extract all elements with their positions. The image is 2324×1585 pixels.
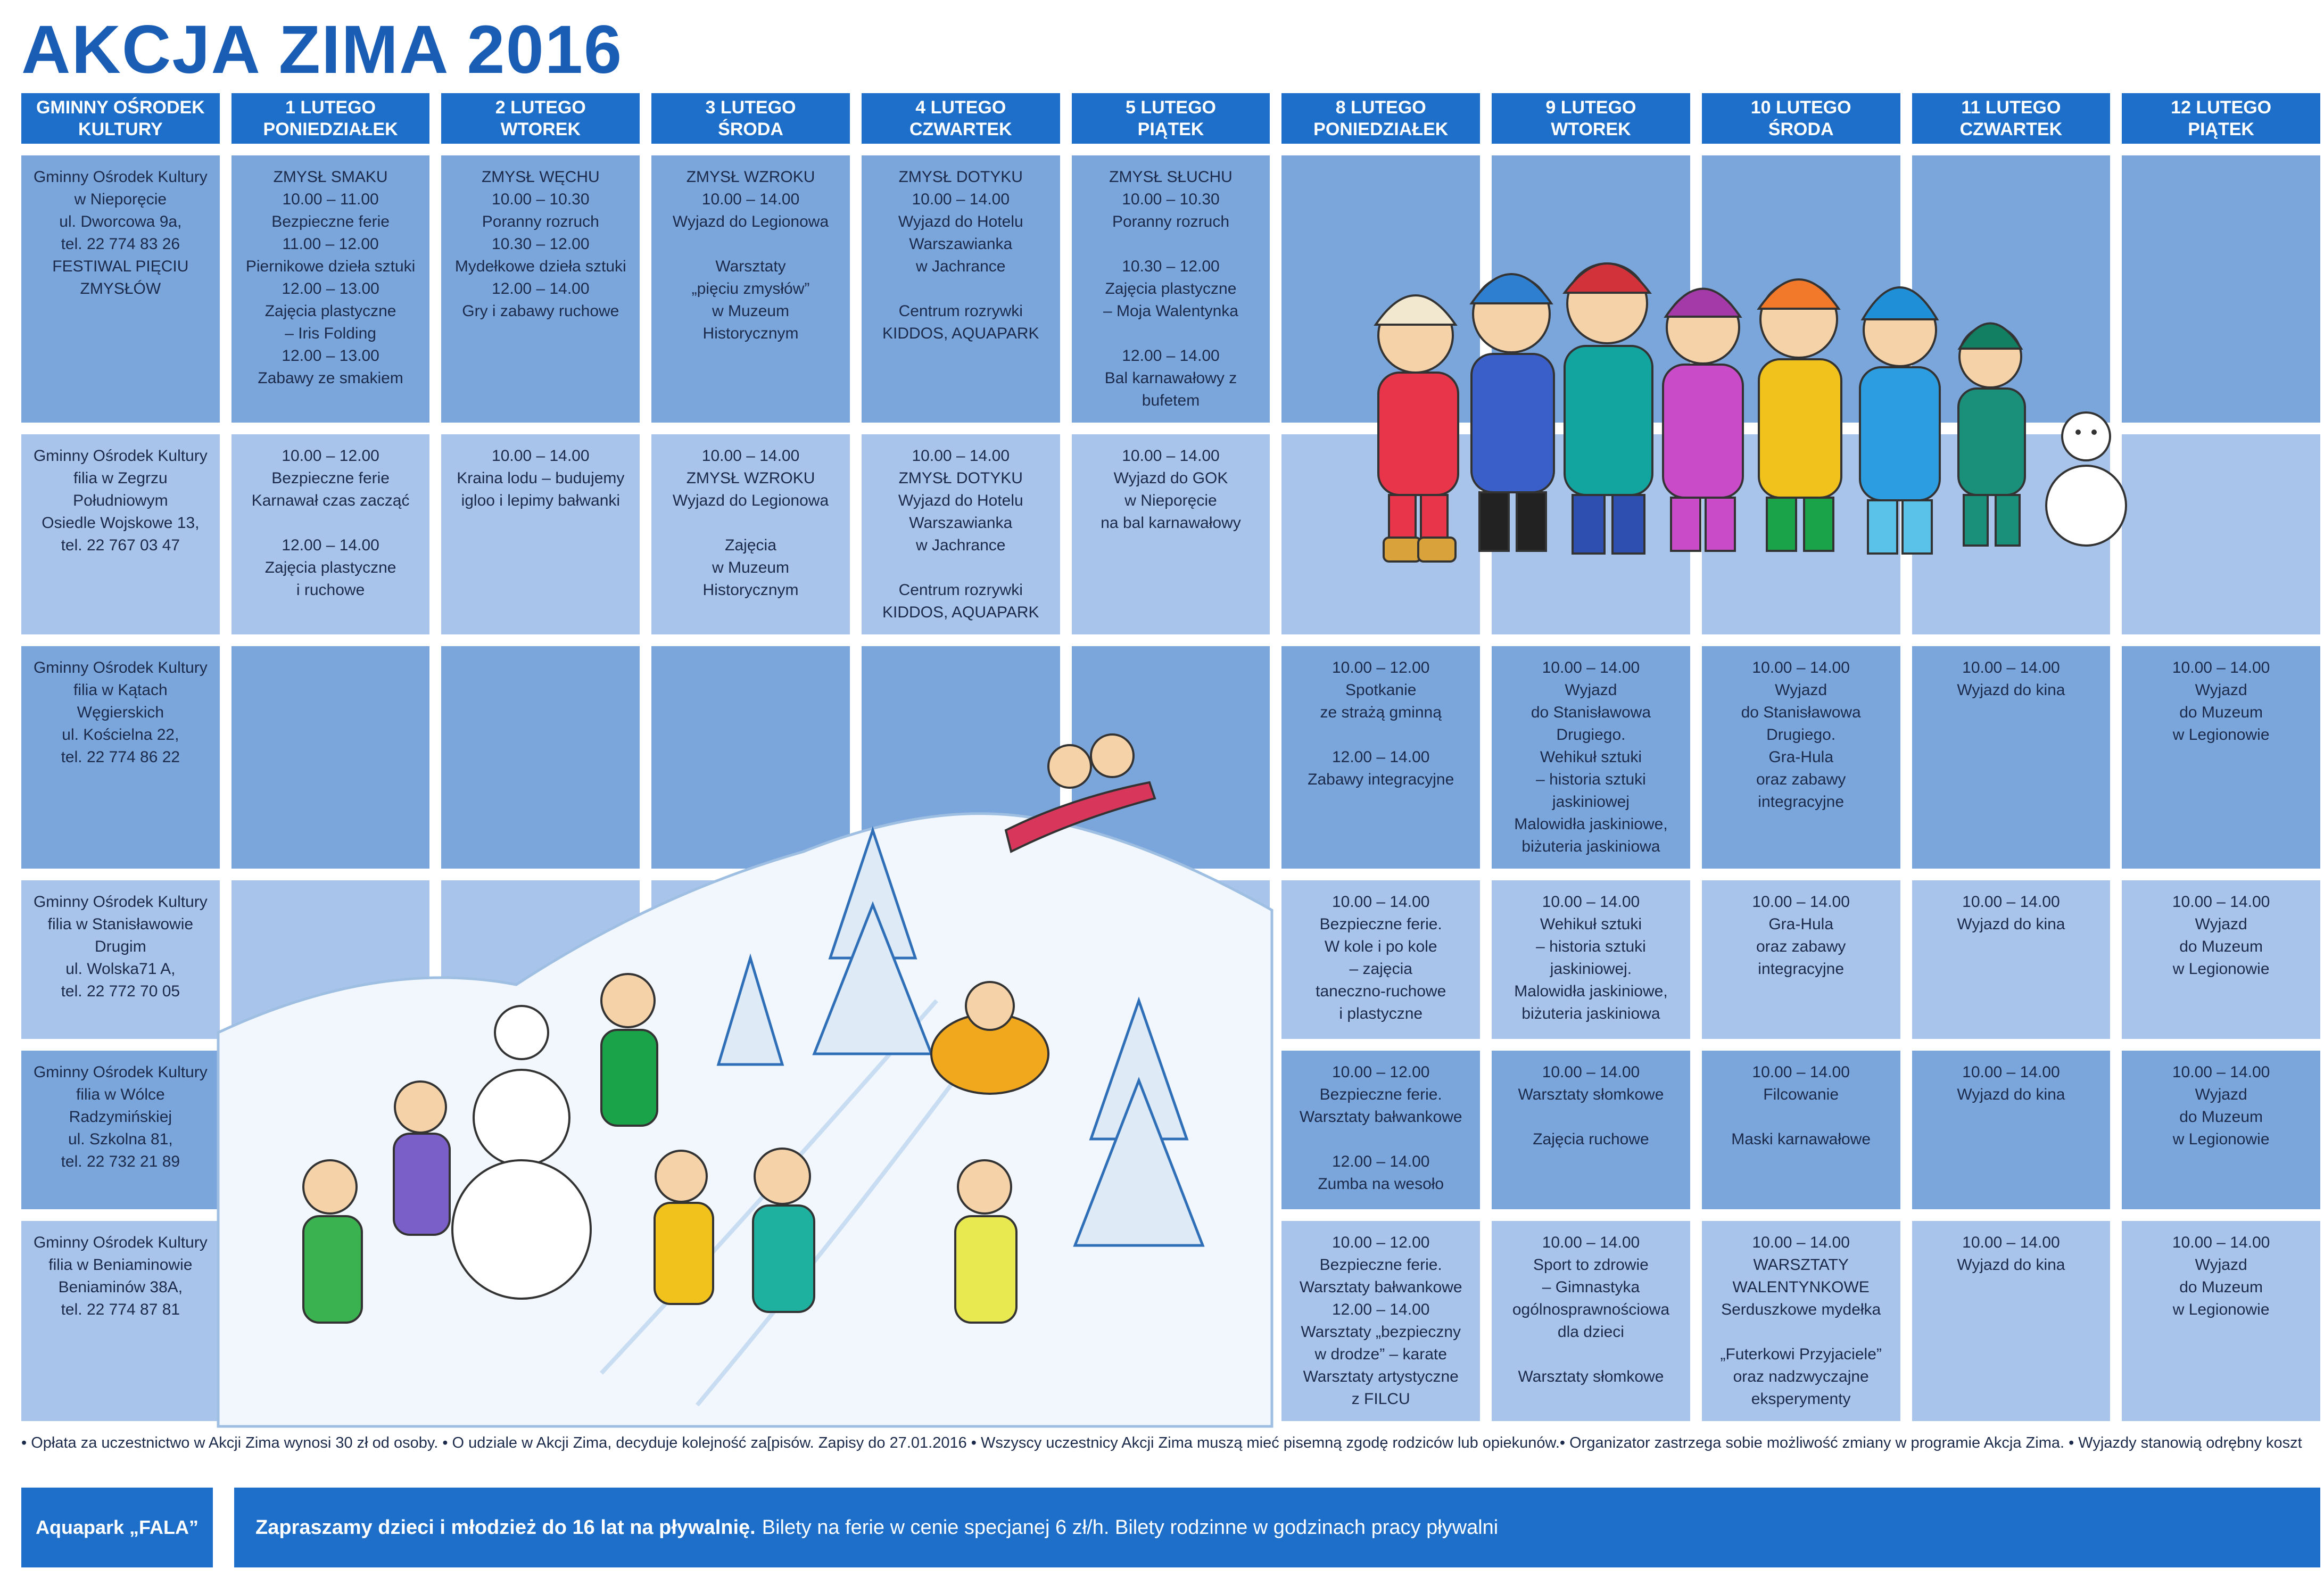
page-title: AKCJA ZIMA 2016 bbox=[21, 12, 623, 88]
schedule-cell bbox=[2122, 434, 2320, 634]
schedule-cell: 10.00 – 14.00 Wyjazd do GOK w Nieporęcie na bal karnawałowy bbox=[1072, 434, 1270, 634]
center-cell: Gminny Ośrodek Kultury filia w Stanisławowie Drugim ul. Wolska71 A, tel. 22 772 70 05 bbox=[21, 880, 220, 1039]
schedule-cell: 10.00 – 12.00 Bezpieczne ferie. Warsztaty bałwankowe 12.00 – 14.00 Zumba na wesoło bbox=[1281, 1051, 1480, 1209]
schedule-cell: 10.00 – 14.00 Bezpieczne ferie. W kole i po kole – zajęcia taneczno-ruchowe i plastyczne bbox=[1281, 880, 1480, 1039]
header-line2: PIĄTEK bbox=[2188, 119, 2254, 139]
schedule-cell: ZMYSŁ WZROKU 10.00 – 14.00 Wyjazd do Legionowa Warsztaty „pięciu zmysłów” w Muzeum Historycznym bbox=[651, 155, 850, 423]
header-line2: WTOREK bbox=[500, 119, 581, 139]
schedule-cell: 10.00 – 14.00 Sport to zdrowie – Gimnastyka ogólnosprawnościowa dla dzieci Warsztaty słomkowe bbox=[1492, 1221, 1690, 1421]
schedule-cell bbox=[1492, 434, 1690, 634]
schedule-cell: ZMYSŁ SMAKU 10.00 – 11.00 Bezpieczne ferie 11.00 – 12.00 Piernikowe dzieła sztuki 12.00 – 13.00 Zajęcia plastyczne – Iris Folding 12.00 – 13.00 Zabawy ze smakiem bbox=[231, 155, 430, 423]
schedule-cell: 10.00 – 14.00 ZMYSŁ WZROKU Wyjazd do Legionowa Zajęcia w Muzeum Historycznym bbox=[651, 434, 850, 634]
schedule-cell bbox=[1492, 155, 1690, 423]
footer-aquapark-info bbox=[234, 1488, 2320, 1567]
schedule-cell bbox=[231, 646, 430, 869]
footer-aquapark-label: Aquapark „FALA” bbox=[21, 1488, 213, 1567]
header-line2: PIĄTEK bbox=[1137, 119, 1204, 139]
schedule-cell bbox=[441, 646, 640, 869]
header-line1: 3 LUTEGO bbox=[705, 97, 796, 118]
schedule-cell bbox=[1072, 1221, 1270, 1421]
header-line1: GMINNY OŚRODEK bbox=[36, 97, 205, 118]
schedule-cell bbox=[1072, 880, 1270, 1039]
notes-text: • Opłata za uczestnictwo w Akcji Zima wynosi 30 zł od osoby. • O udziale w Akcji Zima, decyduje kolejność za[pisów. Zapisy do 27.01.2016 • Wszyscy uczestnicy Akcji Zima muszą mieć pisemną zgodę rodziców lub opiekunów.• Organizator zastrzega sobie możliwość zmiany w programie Akcja Zima. • Wyjazdy stanowią odrębny koszt bbox=[21, 1434, 2302, 1451]
center-cell: Gminny Ośrodek Kultury w Nieporęcie ul. Dworcowa 9a, tel. 22 774 83 26 FESTIWAL PIĘCIU ZMYSŁÓW bbox=[21, 155, 220, 423]
footer-info-bold: Zapraszamy dzieci i młodzież do 16 lat na pływalnię. bbox=[255, 1516, 756, 1539]
schedule-cell: 10.00 – 14.00 Wyjazd do kina bbox=[1912, 646, 2111, 869]
header-day bbox=[1072, 93, 1270, 144]
schedule-cell: 10.00 – 14.00 ZMYSŁ DOTYKU Wyjazd do Hotelu Warszawianka w Jachrance Centrum rozrywki KIDDOS, AQUAPARK bbox=[862, 434, 1060, 634]
schedule-cell bbox=[1912, 434, 2111, 634]
schedule-cell: 10.00 – 14.00 Wyjazd do Stanisławowa Drugiego. Wehikuł sztuki – historia sztuki jaskiniowej Malowidła jaskiniowe, biżuteria jaskiniowa bbox=[1492, 646, 1690, 869]
header-line1: 5 LUTEGO bbox=[1125, 97, 1216, 118]
header-day bbox=[231, 93, 430, 144]
schedule-cell: 10.00 – 12.00 Bezpieczne ferie Karnawał czas zacząć 12.00 – 14.00 Zajęcia plastyczne i ruchowe bbox=[231, 434, 430, 634]
header-line2: ŚRODA bbox=[718, 119, 783, 139]
schedule-cell bbox=[2122, 155, 2320, 423]
schedule-cell: 10.00 – 14.00 Wyjazd do Muzeum w Legionowie bbox=[2122, 1221, 2320, 1421]
center-cell: Gminny Ośrodek Kultury filia w Zegrzu Południowym Osiedle Wojskowe 13, tel. 22 767 03 47 bbox=[21, 434, 220, 634]
schedule-cell: ZMYSŁ DOTYKU 10.00 – 14.00 Wyjazd do Hotelu Warszawianka w Jachrance Centrum rozrywki KIDDOS, AQUAPARK bbox=[862, 155, 1060, 423]
header-day bbox=[862, 93, 1060, 144]
schedule-cell bbox=[1281, 155, 1480, 423]
header-line1: 10 LUTEGO bbox=[1750, 97, 1851, 118]
schedule-cell: 10.00 – 14.00 Gra-Hula oraz zabawy integracyjne bbox=[1702, 880, 1900, 1039]
schedule-cell bbox=[651, 880, 850, 1039]
header-line1: 1 LUTEGO bbox=[285, 97, 376, 118]
header-line2: WTOREK bbox=[1551, 119, 1631, 139]
schedule-cell bbox=[1912, 155, 2111, 423]
header-line1: 8 LUTEGO bbox=[1335, 97, 1426, 118]
schedule-cell bbox=[651, 1051, 850, 1209]
header-day bbox=[441, 93, 640, 144]
schedule-cell bbox=[231, 1051, 430, 1209]
header-day bbox=[1702, 93, 1900, 144]
schedule-cell bbox=[231, 1221, 430, 1421]
header-center bbox=[21, 93, 220, 144]
schedule-cell: 10.00 – 14.00 Wyjazd do Stanisławowa Drugiego. Gra-Hula oraz zabawy integracyjne bbox=[1702, 646, 1900, 869]
header-line2: KULTURY bbox=[78, 119, 163, 139]
schedule-cell bbox=[441, 1051, 640, 1209]
schedule-cell: 10.00 – 14.00 Wyjazd do Muzeum w Legionowie bbox=[2122, 646, 2320, 869]
schedule-cell: 10.00 – 14.00 Filcowanie Maski karnawałowe bbox=[1702, 1051, 1900, 1209]
schedule-cell bbox=[1702, 434, 1900, 634]
schedule-cell: 10.00 – 14.00 Kraina lodu – budujemy igloo i lepimy bałwanki bbox=[441, 434, 640, 634]
schedule-cell bbox=[651, 646, 850, 869]
schedule-cell: 10.00 – 12.00 Spotkanie ze strażą gminną 12.00 – 14.00 Zabawy integracyjne bbox=[1281, 646, 1480, 869]
schedule-cell: 10.00 – 14.00 Wyjazd do kina bbox=[1912, 1221, 2111, 1421]
schedule-cell: 10.00 – 12.00 Bezpieczne ferie. Warsztaty bałwankowe 12.00 – 14.00 Warsztaty „bezpieczny w drodze” – karate Warsztaty artystyczne z FILCU bbox=[1281, 1221, 1480, 1421]
header-day bbox=[1492, 93, 1690, 144]
header-line2: ŚRODA bbox=[1768, 119, 1834, 139]
header-day bbox=[2122, 93, 2320, 144]
schedule-table bbox=[21, 93, 2320, 1421]
schedule-cell: ZMYSŁ WĘCHU 10.00 – 10.30 Poranny rozruch 10.30 – 12.00 Mydełkowe dzieła sztuki 12.00 – 14.00 Gry i zabawy ruchowe bbox=[441, 155, 640, 423]
schedule-cell: 10.00 – 14.00 Wyjazd do Muzeum w Legionowie bbox=[2122, 1051, 2320, 1209]
schedule-cell bbox=[441, 1221, 640, 1421]
schedule-cell bbox=[862, 1051, 1060, 1209]
footer-info-rest: Bilety na ferie w cenie specjanej 6 zł/h. Bilety rodzinne w godzinach pracy pływalni bbox=[762, 1516, 1499, 1539]
schedule-cell bbox=[1072, 1051, 1270, 1209]
header-line1: 9 LUTEGO bbox=[1545, 97, 1636, 118]
header-line2: PONIEDZIAŁEK bbox=[263, 119, 398, 139]
header-line2: CZWARTEK bbox=[1959, 119, 2063, 139]
schedule-cell bbox=[862, 1221, 1060, 1421]
schedule-cell bbox=[1072, 646, 1270, 869]
schedule-cell bbox=[1281, 434, 1480, 634]
header-day bbox=[1912, 93, 2111, 144]
schedule-cell: 10.00 – 14.00 Wehikuł sztuki – historia sztuki jaskiniowej. Malowidła jaskiniowe, biżuteria jaskiniowa bbox=[1492, 880, 1690, 1039]
schedule-cell bbox=[441, 880, 640, 1039]
schedule-cell: ZMYSŁ SŁUCHU 10.00 – 10.30 Poranny rozruch 10.30 – 12.00 Zajęcia plastyczne – Moja Walentynka 12.00 – 14.00 Bal karnawałowy z bufetem bbox=[1072, 155, 1270, 423]
header-line2: CZWARTEK bbox=[909, 119, 1012, 139]
header-line2: PONIEDZIAŁEK bbox=[1313, 119, 1449, 139]
schedule-cell bbox=[651, 1221, 850, 1421]
header-day bbox=[651, 93, 850, 144]
header-line1: 2 LUTEGO bbox=[495, 97, 586, 118]
header-day bbox=[1281, 93, 1480, 144]
schedule-cell bbox=[862, 646, 1060, 869]
header-line1: 12 LUTEGO bbox=[2171, 97, 2272, 118]
schedule-cell: 10.00 – 14.00 Wyjazd do Muzeum w Legionowie bbox=[2122, 880, 2320, 1039]
schedule-cell bbox=[1702, 155, 1900, 423]
schedule-cell: 10.00 – 14.00 Warsztaty słomkowe Zajęcia ruchowe bbox=[1492, 1051, 1690, 1209]
schedule-cell: 10.00 – 14.00 Wyjazd do kina bbox=[1912, 880, 2111, 1039]
header-line1: 11 LUTEGO bbox=[1961, 97, 2061, 118]
schedule-cell: 10.00 – 14.00 WARSZTATY WALENTYNKOWE Serduszkowe mydełka „Futerkowi Przyjaciele” oraz nadzwyczajne eksperymenty bbox=[1702, 1221, 1900, 1421]
header-line1: 4 LUTEGO bbox=[915, 97, 1006, 118]
center-cell: Gminny Ośrodek Kultury filia w Kątach Węgierskich ul. Kościelna 22, tel. 22 774 86 22 bbox=[21, 646, 220, 869]
schedule-cell bbox=[862, 880, 1060, 1039]
schedule-cell bbox=[231, 880, 430, 1039]
center-cell: Gminny Ośrodek Kultury filia w Wólce Radzymińskiej ul. Szkolna 81, tel. 22 732 21 89 bbox=[21, 1051, 220, 1209]
center-cell: Gminny Ośrodek Kultury filia w Beniaminowie Beniaminów 38A, tel. 22 774 87 81 bbox=[21, 1221, 220, 1421]
schedule-cell: 10.00 – 14.00 Wyjazd do kina bbox=[1912, 1051, 2111, 1209]
